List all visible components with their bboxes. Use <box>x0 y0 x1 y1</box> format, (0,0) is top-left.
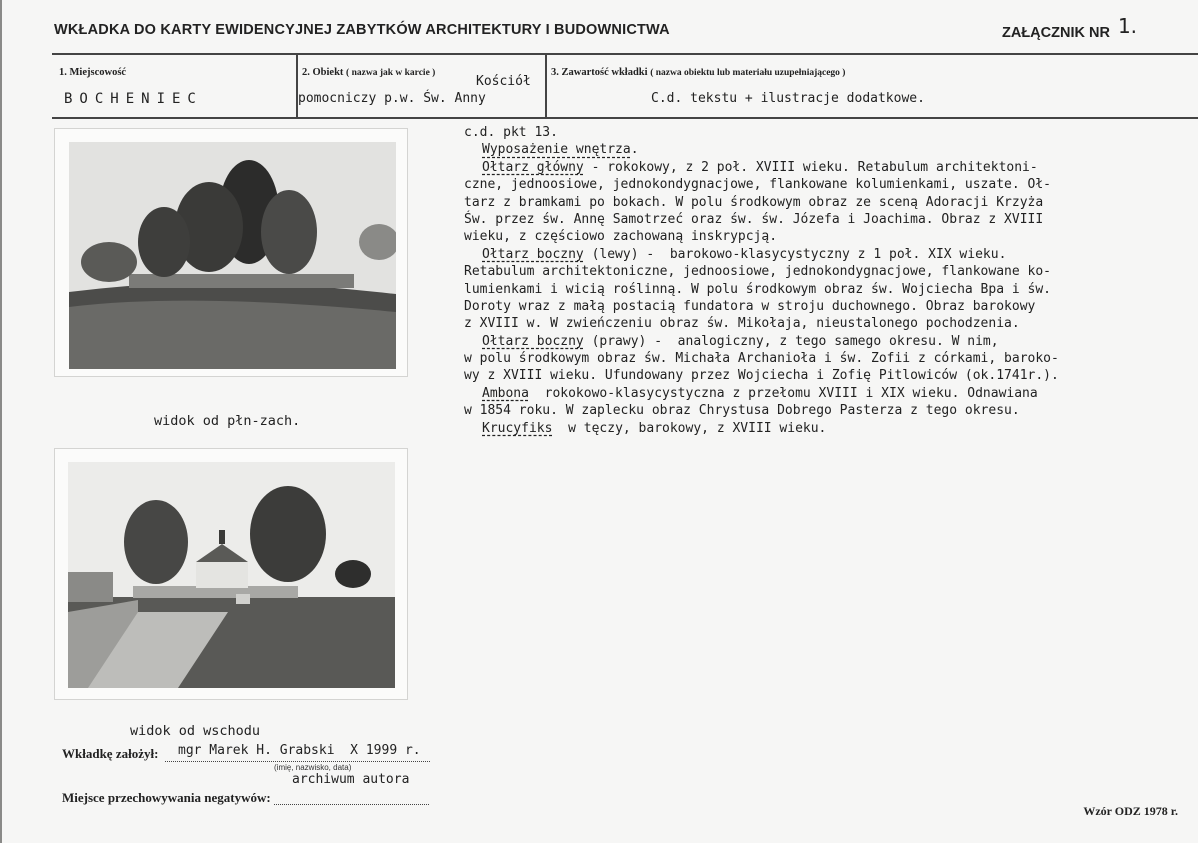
object-label <box>302 67 435 78</box>
attachment-number-label <box>1002 14 1138 42</box>
church-on-hill-image <box>69 142 396 369</box>
fields-bottom-rule <box>52 117 1198 119</box>
field-divider-1 <box>296 55 298 118</box>
text-fragment: rokokowo-klasycystyczna z przełomu XVIII i XIX wieku. Odnawiana <box>528 385 1038 401</box>
church-from-east-image <box>68 462 395 688</box>
text-fragment: (prawy) - analogiczny, z tego samego okresu. W nim, <box>583 333 999 349</box>
text-line: Retabulum architektoniczne, jednoosiowe, jednokondygnacjowe, flankowane ko- <box>464 264 1051 280</box>
contents-label-text: 3. Zawartość wkładki <box>551 67 648 78</box>
text-line: w 1854 roku. W zaplecku obraz Chrystusa Dobrego Pasterza z tego okresu. <box>464 403 1020 419</box>
text-line: Św. przez św. Annę Samotrzeć oraz św. św. Józefa i Joachima. Obraz z XVIII <box>464 211 1044 227</box>
text-line: z XVIII w. W zwieńczeniu obraz św. Mikołaja, nieustalonego pochodzenia. <box>464 316 1020 332</box>
author-value: mgr Marek H. Grabski X 1999 r. <box>178 743 421 758</box>
text-fragment: . <box>630 142 639 158</box>
heading-side-altar-left: Ołtarz boczny <box>482 246 584 262</box>
text-line <box>464 385 1124 402</box>
text-line <box>464 159 1124 176</box>
text-line: w polu środkowym obraz św. Michała Archanioła i św. Zofii z córkami, baroko- <box>464 351 1059 367</box>
continued-description <box>464 124 1124 437</box>
object-value-line2: pomocniczy p.w. Św. Anny <box>298 91 486 106</box>
text-fragment: - rokokowy, z 2 poł. XVIII wieku. Retabulum architektoni- <box>583 159 1038 175</box>
text-line: c.d. pkt 13. <box>464 125 558 140</box>
form-template-label: Wzór ODZ 1978 r. <box>1083 804 1178 818</box>
text-line: lumienkami i wicią roślinną. W polu środkowym obraz św. Wojciecha Bpa i św. <box>464 281 1051 297</box>
text-fragment: (lewy) - barokowo-klasycystyczny z 1 poł. XIX wieku. <box>583 246 1007 262</box>
photo-east-image <box>68 462 395 688</box>
contents-label-note: ( nazwa obiektu lub materiału uzupełniającego ) <box>650 68 846 78</box>
object-value-line1: Kościół <box>476 74 531 89</box>
text-line: czne, jednoosiowe, jednokondygnacjowe, flankowane kolumienkami, uszate. Oł- <box>464 177 1051 193</box>
photo-east-view <box>54 448 408 700</box>
field-divider-2 <box>545 55 547 118</box>
text-line: Doroty wraz z małą postacią fundatora w stroju duchownego. Obraz barokowy <box>464 298 1036 314</box>
contents-value: C.d. tekstu + ilustracje dodatkowe. <box>651 91 925 106</box>
text-line: wieku, z częściowo zachowaną inskrypcją. <box>464 229 778 245</box>
top-rule <box>52 53 1198 55</box>
author-note: (imię, nazwisko, data) <box>274 763 352 772</box>
author-label: Wkładkę założył: <box>62 746 159 761</box>
text-line <box>464 141 1124 158</box>
photo-northwest-view <box>54 128 408 377</box>
locality-label: 1. Miejscowość <box>59 67 127 78</box>
text-line: wy z XVIII wieku. Ufundowany przez Wojciecha i Zofię Pitlowiców (ok.1741r.). <box>464 368 1059 384</box>
heading-main-altar: Ołtarz główny <box>482 159 584 175</box>
text-line <box>464 246 1124 263</box>
photo2-caption: widok od wschodu <box>130 723 261 739</box>
object-label-note: ( nazwa jak w karcie ) <box>346 68 436 78</box>
heading-furnishings: Wyposażenie wnętrza <box>482 142 631 158</box>
storage-value: archiwum autora <box>292 772 410 787</box>
form-title: WKŁADKA DO KARTY EWIDENCYJNEJ ZABYTKÓW ARCHITEKTURY I BUDOWNICTWA <box>54 22 670 38</box>
heading-pulpit: Ambona <box>482 385 529 401</box>
contents-label <box>551 67 845 78</box>
photo1-caption: widok od płn-zach. <box>154 413 301 429</box>
photo-northwest-image <box>69 142 396 369</box>
attachment-number: 1. <box>1117 14 1138 38</box>
heading-crucifix: Krucyfiks <box>482 420 553 436</box>
attachment-label: ZAŁĄCZNIK NR <box>1002 25 1110 41</box>
storage-dotted-line <box>274 804 429 805</box>
text-line <box>464 333 1124 350</box>
text-fragment: w tęczy, barokowy, z XVIII wieku. <box>552 420 827 436</box>
heading-side-altar-right: Ołtarz boczny <box>482 333 584 349</box>
object-label-text: 2. Obiekt <box>302 67 344 78</box>
text-line <box>464 420 1124 437</box>
storage-label: Miejsce przechowywania negatywów: <box>62 790 271 805</box>
author-dotted-line <box>165 761 430 762</box>
locality-value: BOCHENIEC <box>64 91 203 107</box>
text-line: tarz z bramkami po bokach. W polu środkowym obraz ze sceną Adoracji Krzyża <box>464 194 1044 210</box>
